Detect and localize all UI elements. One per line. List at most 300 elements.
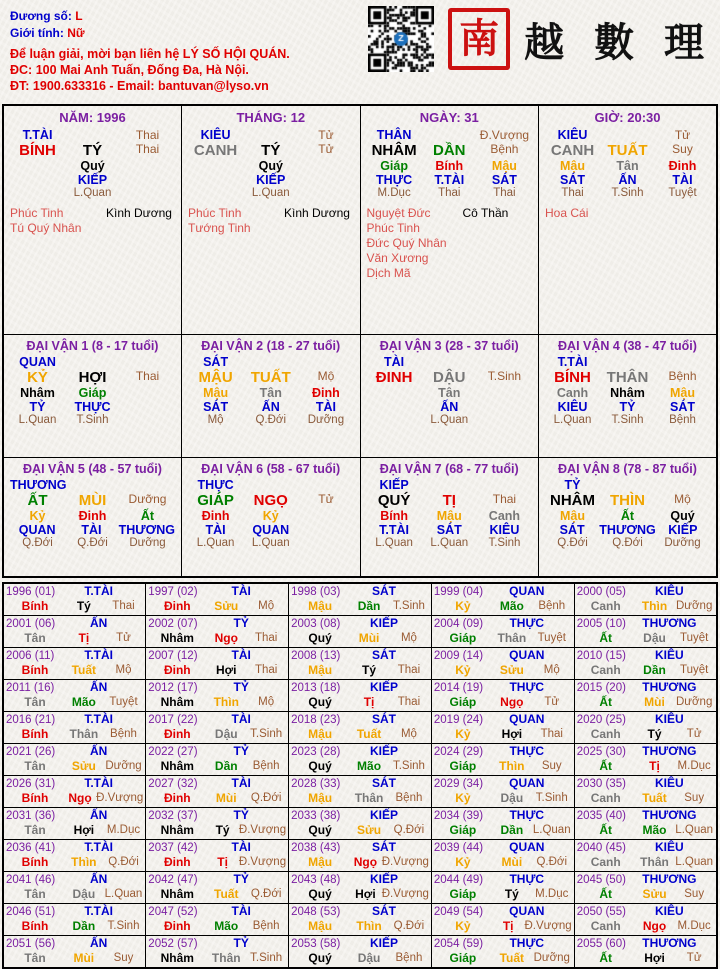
year-cell[interactable] bbox=[574, 680, 717, 712]
pillar-cell[interactable] bbox=[360, 105, 539, 335]
year-cell[interactable] bbox=[431, 712, 574, 744]
heavenly-stem: Nhâm bbox=[160, 631, 194, 645]
earthly-branch: Mùi bbox=[644, 695, 665, 709]
star-row bbox=[367, 221, 533, 236]
year-cell[interactable] bbox=[574, 872, 717, 904]
year-cell-top bbox=[434, 681, 572, 695]
pillar bbox=[4, 106, 181, 240]
hidden-stem: Mậu bbox=[491, 159, 517, 173]
star-row bbox=[367, 266, 533, 281]
life-stage: Mộ bbox=[258, 696, 275, 708]
year-cell[interactable] bbox=[3, 583, 146, 616]
year-label: 2029 (34) bbox=[433, 778, 484, 790]
year-cell[interactable] bbox=[574, 616, 717, 648]
brand-block bbox=[368, 6, 712, 72]
year-cell-bottom bbox=[6, 695, 143, 709]
hidden-god: TỶ bbox=[29, 400, 46, 414]
earthly-branch: Tị bbox=[502, 919, 514, 933]
year-cell[interactable] bbox=[3, 616, 146, 648]
earthly-branch: Hợi bbox=[215, 663, 237, 677]
hidden-stage: L.Quan bbox=[18, 414, 57, 426]
hidden-stage: L.Quan bbox=[251, 187, 290, 199]
seal-icon: 南 bbox=[448, 8, 510, 70]
year-cell-top bbox=[577, 809, 714, 823]
earthly-branch: Tuất bbox=[642, 791, 667, 805]
hidden-stem: Tân bbox=[259, 386, 282, 400]
star-auspicious: Dịch Mã bbox=[366, 266, 411, 280]
year-cell[interactable] bbox=[574, 904, 717, 936]
year-cell[interactable] bbox=[3, 776, 146, 808]
ten-god-label: TỶ bbox=[233, 808, 249, 822]
hidden-stage: Thai bbox=[561, 187, 584, 199]
earthly-branch: Thân bbox=[354, 791, 384, 805]
earthly-branch: Dậu bbox=[500, 791, 524, 805]
year-cell-top bbox=[6, 585, 143, 599]
life-stage: Bệnh bbox=[395, 952, 423, 964]
year-cell-top bbox=[148, 649, 286, 663]
year-cell[interactable] bbox=[431, 776, 574, 808]
heavenly-stem: ẤT bbox=[27, 492, 48, 509]
earthly-branch: Thìn bbox=[499, 759, 525, 773]
life-stage: Tử bbox=[318, 142, 334, 156]
year-cell[interactable] bbox=[574, 744, 717, 776]
heavenly-stem: Tân bbox=[24, 951, 46, 965]
heavenly-stem: Quý bbox=[308, 951, 332, 965]
hidden-stem bbox=[367, 386, 422, 400]
year-cell-top bbox=[148, 905, 286, 919]
year-cell-top bbox=[148, 585, 286, 599]
earthly-branch: Hợi bbox=[644, 951, 665, 965]
heavenly-stem: NHÂM bbox=[371, 142, 417, 159]
subject-label: Đương số: bbox=[10, 9, 72, 23]
ten-god-label: SÁT bbox=[203, 355, 229, 369]
ten-god-label: THƯƠNG bbox=[642, 872, 697, 886]
year-cell[interactable] bbox=[146, 904, 289, 936]
year-cell[interactable] bbox=[3, 840, 146, 872]
pillar-god-row bbox=[188, 128, 354, 142]
year-cell-top bbox=[577, 585, 714, 599]
year-label: 2021 (26) bbox=[6, 746, 56, 758]
year-cell[interactable] bbox=[574, 936, 717, 969]
year-cell[interactable] bbox=[289, 616, 432, 648]
heavenly-stem: Bính bbox=[21, 855, 49, 869]
star-row bbox=[367, 251, 533, 266]
life-stage: T.Sinh bbox=[107, 920, 140, 932]
year-cell[interactable] bbox=[431, 904, 574, 936]
year-cell-bottom bbox=[434, 663, 572, 677]
ten-god-label: THỰC bbox=[509, 872, 545, 886]
year-cell[interactable] bbox=[3, 936, 146, 969]
heavenly-stem: Tân bbox=[24, 631, 46, 645]
life-stage: Suy bbox=[672, 142, 693, 156]
heavenly-stem: BÍNH bbox=[19, 142, 56, 159]
year-cell-bottom bbox=[148, 599, 286, 613]
hidden-stage: T.Sinh bbox=[76, 414, 109, 426]
life-stage: Đ.Vượng bbox=[381, 888, 429, 900]
earthly-branch: THÂN bbox=[606, 369, 649, 386]
year-cell[interactable] bbox=[289, 840, 432, 872]
earthly-branch: Tý bbox=[215, 823, 230, 837]
year-cell-bottom bbox=[291, 759, 429, 773]
star-auspicious: Đức Quý Nhân bbox=[366, 236, 447, 250]
year-cell[interactable] bbox=[574, 808, 717, 840]
ten-god-label: KIÊU bbox=[655, 648, 684, 662]
year-cell[interactable] bbox=[146, 680, 289, 712]
hidden-god bbox=[477, 400, 532, 414]
table-row bbox=[3, 744, 717, 776]
year-cell[interactable] bbox=[289, 904, 432, 936]
heavenly-stem: Mậu bbox=[308, 791, 333, 805]
heavenly-stem: Ất bbox=[599, 759, 613, 773]
year-cell[interactable] bbox=[146, 583, 289, 616]
table-row bbox=[3, 680, 717, 712]
year-cell[interactable] bbox=[146, 744, 289, 776]
star-list bbox=[188, 206, 354, 236]
hidden-god bbox=[188, 173, 243, 187]
year-cell-bottom bbox=[291, 631, 429, 645]
year-label: 2027 (32) bbox=[148, 778, 198, 790]
hidden-god-row bbox=[188, 400, 354, 414]
hidden-god-row bbox=[545, 400, 710, 414]
star-row bbox=[367, 206, 533, 221]
life-stage: Tử bbox=[686, 728, 702, 740]
ten-god-label: THỰC bbox=[197, 478, 234, 492]
year-cell-bottom bbox=[577, 695, 714, 709]
ten-god-label: THỰC bbox=[509, 744, 545, 758]
hidden-stage: Q.Đới bbox=[557, 537, 588, 549]
earthly-branch: Thìn bbox=[641, 599, 668, 613]
earthly-branch: Dần bbox=[214, 759, 238, 773]
ten-god-label: KIÊU bbox=[655, 584, 684, 598]
hidden-stage: L.Quan bbox=[430, 537, 469, 549]
year-cell[interactable] bbox=[289, 776, 432, 808]
year-cell-bottom bbox=[148, 951, 286, 965]
hidden-god: KIẾP bbox=[77, 173, 108, 187]
pillar-cell[interactable] bbox=[3, 105, 182, 335]
life-stage: L.Quan bbox=[675, 824, 714, 836]
year-label: 2041 (46) bbox=[6, 874, 56, 886]
heavenly-stem: GIÁP bbox=[197, 492, 234, 509]
year-cell[interactable] bbox=[289, 680, 432, 712]
dai-van-cell[interactable] bbox=[3, 458, 182, 578]
year-cell-top bbox=[6, 617, 143, 631]
hidden-stage: T.Sinh bbox=[611, 414, 644, 426]
year-label: 2018 (23) bbox=[291, 714, 341, 726]
heavenly-stem: Kỷ bbox=[455, 919, 471, 933]
spacer bbox=[65, 128, 120, 142]
heavenly-stem: Kỷ bbox=[455, 663, 471, 677]
hidden-god: THƯƠNG bbox=[118, 523, 176, 537]
hidden-stem bbox=[298, 509, 353, 523]
life-stage: Mộ bbox=[543, 664, 560, 676]
star-auspicious: Phúc Tinh bbox=[366, 221, 420, 235]
ten-god-label: KIẾP bbox=[369, 872, 398, 886]
year-cell[interactable] bbox=[431, 840, 574, 872]
heavenly-stem: Đinh bbox=[163, 599, 191, 613]
earthly-branch: Hợi bbox=[73, 823, 95, 837]
dai-van-cell[interactable] bbox=[182, 335, 361, 458]
year-label: 2015 (20) bbox=[576, 682, 626, 694]
hidden-stem: Tân bbox=[438, 386, 461, 400]
earthly-branch: THÌN bbox=[610, 492, 645, 509]
spacer bbox=[243, 128, 298, 142]
year-cell[interactable] bbox=[431, 744, 574, 776]
year-cell[interactable] bbox=[146, 712, 289, 744]
ten-god-label: THƯƠNG bbox=[642, 936, 697, 950]
year-cell[interactable] bbox=[289, 583, 432, 616]
year-cell[interactable] bbox=[146, 936, 289, 969]
heavenly-stem: Tân bbox=[24, 695, 46, 709]
hidden-stem: Bính bbox=[435, 159, 464, 173]
year-cell-top bbox=[291, 745, 429, 759]
pillars-grid bbox=[2, 104, 718, 578]
gender-value: Nữ bbox=[67, 26, 85, 40]
year-cell-top bbox=[148, 617, 286, 631]
ten-god-label: SÁT bbox=[371, 776, 396, 790]
year-cell[interactable] bbox=[431, 616, 574, 648]
hidden-god: SÁT bbox=[670, 400, 695, 414]
year-cell[interactable] bbox=[146, 872, 289, 904]
ten-god-label: KIẾP bbox=[369, 680, 398, 694]
ten-god-label: KIÊU bbox=[655, 776, 684, 790]
hidden-stage-row bbox=[10, 537, 175, 549]
year-cell[interactable] bbox=[3, 808, 146, 840]
dai-van-cell[interactable] bbox=[360, 335, 539, 458]
year-cell-top bbox=[148, 873, 286, 887]
year-cell-bottom bbox=[577, 663, 714, 677]
year-cell[interactable] bbox=[289, 648, 432, 680]
ten-god-label: THƯƠNG bbox=[642, 680, 697, 694]
year-label: 2053 (58) bbox=[291, 938, 341, 950]
year-cell[interactable] bbox=[3, 680, 146, 712]
hidden-stem: Bính bbox=[380, 509, 408, 523]
spacer bbox=[422, 355, 477, 369]
year-cell-top bbox=[577, 777, 714, 791]
heavenly-stem: Ất bbox=[599, 951, 613, 965]
year-table bbox=[2, 582, 718, 969]
year-cell-top bbox=[6, 649, 143, 663]
star-list bbox=[545, 206, 710, 221]
heavenly-stem: Canh bbox=[590, 791, 621, 805]
year-cell[interactable] bbox=[289, 744, 432, 776]
ten-god-label: ẤN bbox=[89, 680, 108, 694]
year-cell-top bbox=[434, 873, 572, 887]
year-cell[interactable] bbox=[431, 648, 574, 680]
year-label: 1999 (04) bbox=[433, 586, 484, 598]
dai-van-cell[interactable] bbox=[539, 335, 718, 458]
hidden-stage-row bbox=[188, 187, 354, 199]
heavenly-stem: Canh bbox=[590, 599, 621, 613]
year-cell-bottom bbox=[148, 855, 286, 869]
heavenly-stem: Nhâm bbox=[160, 887, 194, 901]
year-cell-bottom bbox=[434, 631, 572, 645]
year-cell-bottom bbox=[291, 919, 429, 933]
year-cell[interactable] bbox=[146, 840, 289, 872]
pillar-title: THÁNG: 12 bbox=[236, 110, 306, 125]
dai-van-cell[interactable] bbox=[360, 458, 539, 578]
pillars-row bbox=[3, 105, 717, 335]
year-cell[interactable] bbox=[431, 808, 574, 840]
heavenly-stem: Bính bbox=[21, 919, 49, 933]
spacer bbox=[120, 355, 175, 369]
year-cell-bottom bbox=[291, 951, 429, 965]
life-stage: Đ.Vượng bbox=[238, 856, 287, 868]
qr-code-icon[interactable] bbox=[368, 6, 434, 72]
dai-van bbox=[4, 458, 181, 553]
hidden-god-row bbox=[10, 400, 175, 414]
heavenly-stem: Đinh bbox=[163, 663, 191, 677]
life-stage: Thai bbox=[112, 600, 135, 612]
earthly-branch: TÝ bbox=[82, 142, 103, 159]
dai-van-cell[interactable] bbox=[182, 458, 361, 578]
dai-van bbox=[539, 335, 716, 430]
hidden-stem bbox=[10, 159, 65, 173]
year-label: 2034 (39) bbox=[433, 810, 484, 822]
heavenly-stem: CANH bbox=[550, 142, 595, 159]
ten-god-label: TỶ bbox=[233, 680, 249, 694]
year-cell[interactable] bbox=[431, 680, 574, 712]
year-label: 2016 (21) bbox=[6, 714, 56, 726]
year-cell[interactable] bbox=[574, 583, 717, 616]
year-cell[interactable] bbox=[289, 936, 432, 969]
earthly-branch: Thân bbox=[497, 631, 527, 645]
year-cell-top bbox=[577, 713, 714, 727]
hidden-god: SÁT bbox=[491, 173, 517, 187]
earthly-branch: Mùi bbox=[73, 951, 95, 965]
life-stage: Thai bbox=[397, 696, 421, 708]
life-stage: Q.Đới bbox=[393, 824, 425, 836]
hidden-stem-row bbox=[188, 386, 354, 400]
page-header bbox=[0, 0, 720, 104]
dai-van-main-row bbox=[188, 369, 354, 386]
year-cell[interactable] bbox=[146, 648, 289, 680]
year-cell-bottom bbox=[434, 695, 572, 709]
hidden-stem-row bbox=[367, 386, 533, 400]
ten-god-label: THỰC bbox=[509, 936, 545, 950]
life-stage: Q.Đới bbox=[108, 856, 139, 868]
pillar-cell[interactable] bbox=[182, 105, 361, 335]
hidden-stage: Mộ bbox=[207, 414, 224, 426]
ten-god-label: ẤN bbox=[89, 872, 108, 886]
year-cell-top bbox=[6, 777, 143, 791]
heavenly-stem: Đinh bbox=[163, 855, 191, 869]
pillar-cell[interactable] bbox=[539, 105, 718, 335]
earthly-branch: Sửu bbox=[71, 759, 96, 773]
year-cell[interactable] bbox=[3, 872, 146, 904]
earthly-branch: Sửu bbox=[642, 887, 667, 901]
year-cell-bottom bbox=[148, 791, 286, 805]
year-label: 2010 (15) bbox=[576, 650, 626, 662]
earthly-branch: Dần bbox=[500, 823, 524, 837]
dai-van-cell[interactable] bbox=[3, 335, 182, 458]
year-cell[interactable] bbox=[146, 616, 289, 648]
year-label: 2022 (27) bbox=[148, 746, 198, 758]
hidden-stage: Bệnh bbox=[669, 414, 696, 426]
dai-van-title: ĐẠI VẬN 7 (68 - 77 tuổi) bbox=[379, 462, 519, 476]
earthly-branch: Mão bbox=[642, 823, 667, 837]
year-cell[interactable] bbox=[289, 872, 432, 904]
year-cell-top bbox=[148, 713, 286, 727]
hidden-stem bbox=[477, 386, 532, 400]
earthly-branch: Ngọ bbox=[353, 855, 378, 869]
ten-god-label: KIẾP bbox=[369, 616, 398, 630]
ten-god-label: SÁT bbox=[371, 840, 396, 854]
hidden-god: KIẾP bbox=[256, 173, 286, 187]
life-stage: Bệnh bbox=[252, 760, 280, 772]
dai-van-title: ĐẠI VẬN 1 (8 - 17 tuổi) bbox=[26, 339, 159, 353]
year-cell[interactable] bbox=[289, 808, 432, 840]
year-cell[interactable] bbox=[289, 712, 432, 744]
year-cell[interactable] bbox=[146, 808, 289, 840]
year-cell[interactable] bbox=[3, 904, 146, 936]
hidden-god: TÀI bbox=[81, 523, 102, 537]
life-stage: Dưỡng bbox=[676, 696, 713, 708]
year-label: 2008 (13) bbox=[291, 650, 341, 662]
year-label: 1997 (02) bbox=[148, 586, 198, 598]
ten-god-label: T.TÀI bbox=[557, 355, 588, 369]
pillar-main-row bbox=[188, 142, 354, 159]
ten-god-label: TỶ bbox=[564, 478, 581, 492]
heavenly-stem: Nhâm bbox=[160, 951, 194, 965]
year-cell[interactable] bbox=[431, 583, 574, 616]
year-cell[interactable] bbox=[431, 872, 574, 904]
heavenly-stem: Giáp bbox=[449, 823, 477, 837]
year-cell-bottom bbox=[148, 727, 286, 741]
heavenly-stem: Kỷ bbox=[455, 599, 471, 613]
year-cell-bottom bbox=[6, 951, 143, 965]
year-cell[interactable] bbox=[574, 840, 717, 872]
year-cell[interactable] bbox=[3, 744, 146, 776]
year-cell[interactable] bbox=[431, 936, 574, 969]
earthly-branch: Tý bbox=[362, 663, 377, 677]
hidden-stem-row bbox=[545, 386, 710, 400]
year-cell[interactable] bbox=[3, 712, 146, 744]
life-stage: Bệnh bbox=[252, 920, 280, 932]
year-label: 2026 (31) bbox=[6, 778, 56, 790]
star-list bbox=[367, 206, 533, 281]
dai-van-cell[interactable] bbox=[539, 458, 718, 578]
dai-van-main-row bbox=[545, 492, 710, 509]
year-cell-bottom bbox=[6, 727, 143, 741]
year-label: 2042 (47) bbox=[148, 874, 198, 886]
year-cell[interactable] bbox=[574, 776, 717, 808]
hidden-god bbox=[120, 173, 175, 187]
year-label: 2005 (10) bbox=[576, 618, 626, 630]
heavenly-stem: Canh bbox=[590, 919, 621, 933]
year-label: 2012 (17) bbox=[148, 682, 198, 694]
life-stage: M.Dục bbox=[535, 888, 569, 900]
star-row bbox=[10, 221, 175, 236]
hidden-stem bbox=[120, 159, 175, 173]
hidden-god-row bbox=[367, 400, 533, 414]
year-cell[interactable] bbox=[574, 648, 717, 680]
year-cell[interactable] bbox=[3, 648, 146, 680]
hidden-god: THƯƠNG bbox=[599, 523, 656, 537]
year-cell-bottom bbox=[577, 919, 714, 933]
dai-van bbox=[4, 335, 181, 430]
year-label: 2009 (14) bbox=[433, 650, 484, 662]
life-stage: Dưỡng bbox=[105, 760, 142, 772]
year-cell[interactable] bbox=[574, 712, 717, 744]
ten-god-label: KIẾP bbox=[369, 936, 398, 950]
year-cell-bottom bbox=[434, 759, 572, 773]
year-cell[interactable] bbox=[146, 776, 289, 808]
year-cell-bottom bbox=[6, 823, 143, 837]
heavenly-stem: Giáp bbox=[449, 631, 477, 645]
year-cell-bottom bbox=[434, 791, 572, 805]
year-cell-bottom bbox=[577, 791, 714, 805]
hidden-stage: Q.Đới bbox=[77, 537, 108, 549]
